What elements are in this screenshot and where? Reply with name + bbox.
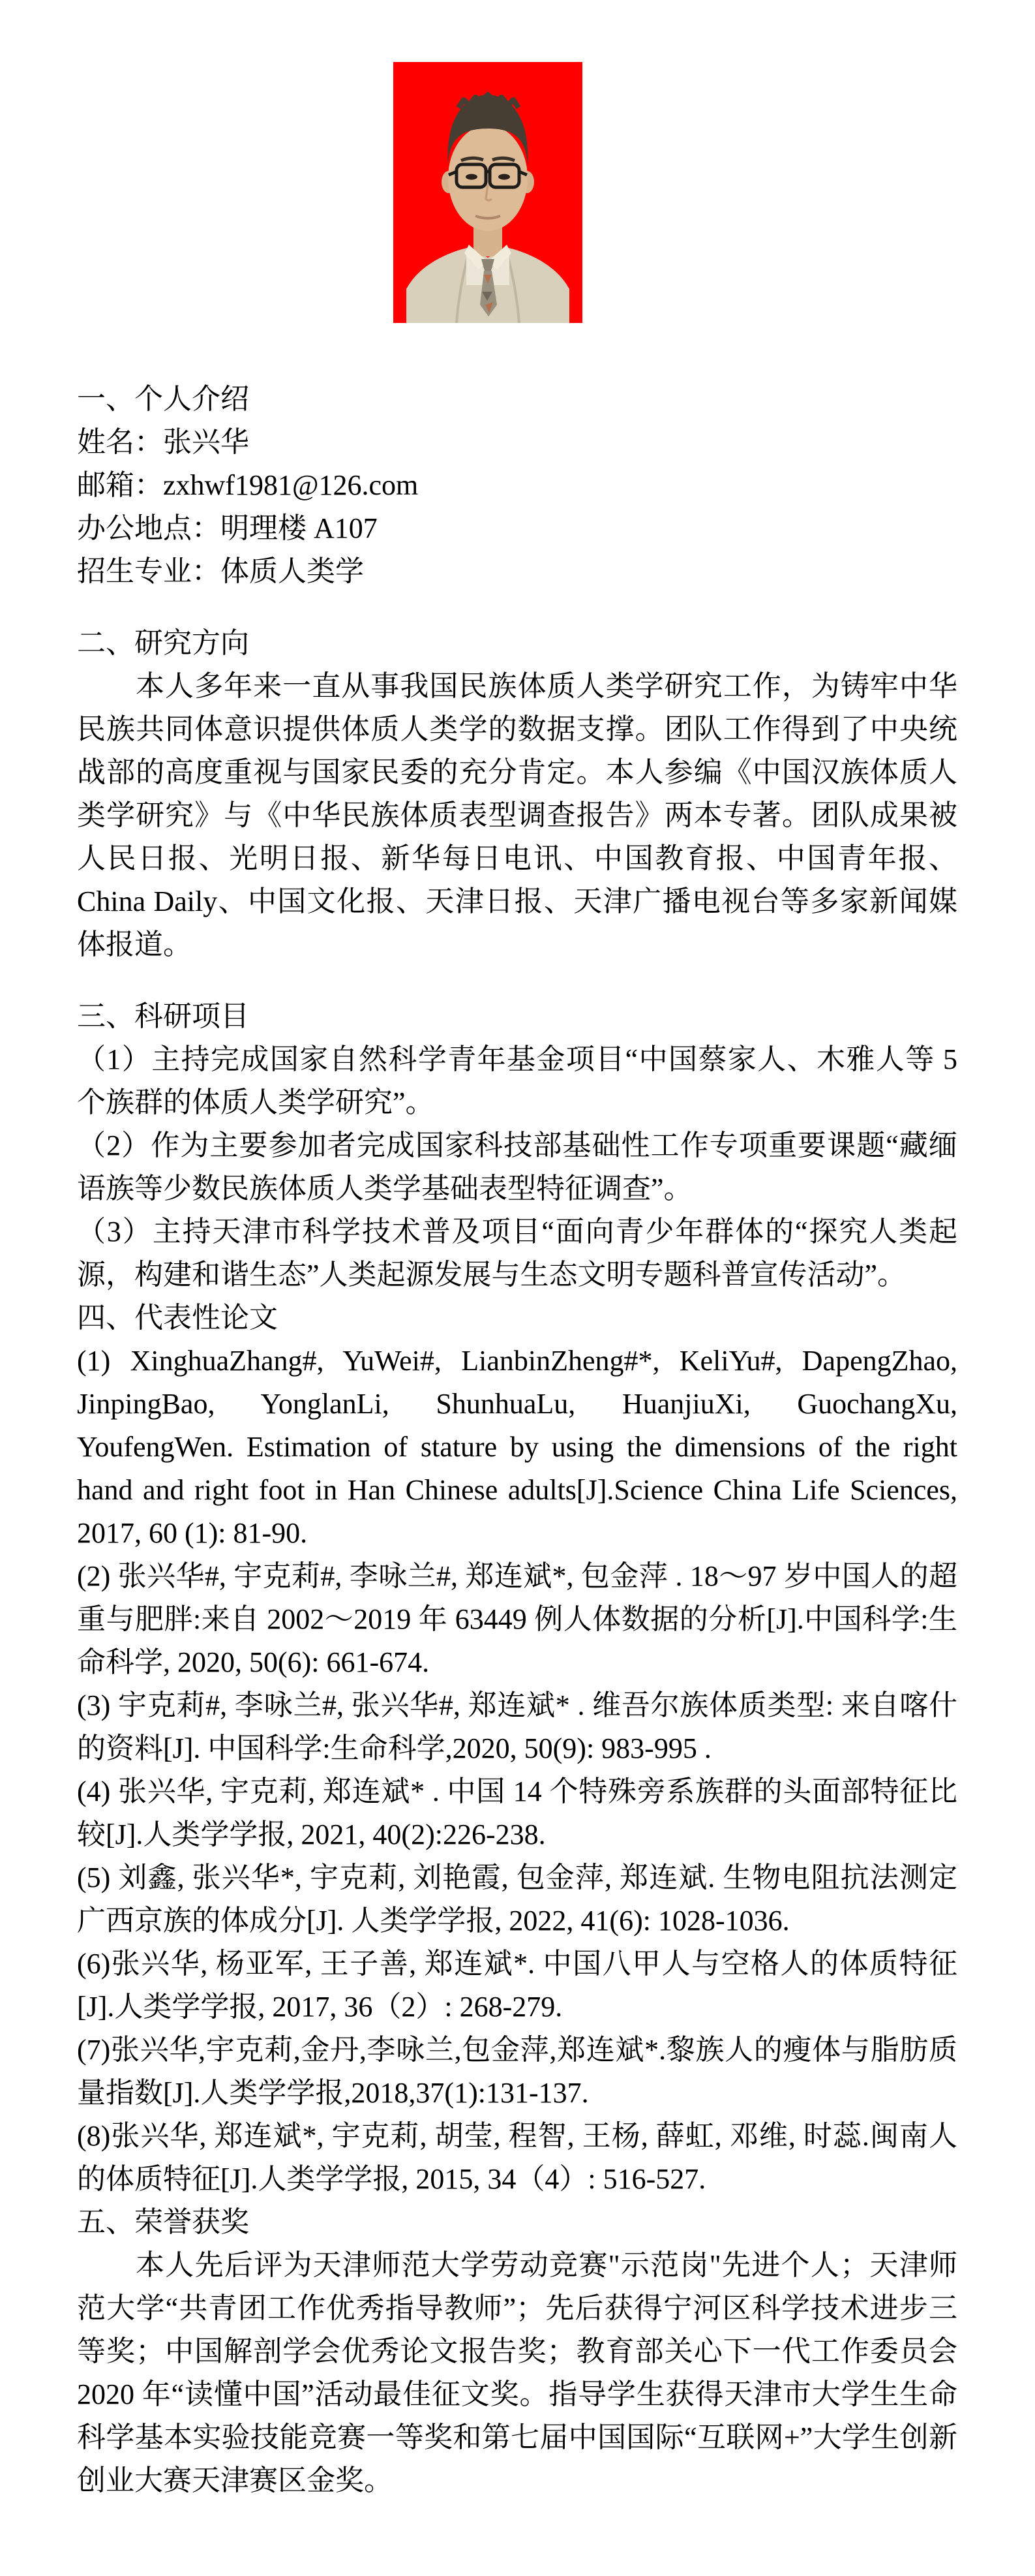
portrait-photo-illustration: [393, 62, 582, 323]
section-title-honors-awards: 五、荣誉获奖: [77, 2206, 249, 2238]
eye-right: [498, 174, 510, 180]
intro-field-email: 邮箱：zxhwf1981@126.com: [77, 469, 419, 501]
paper-item-5: (5) 刘鑫, 张兴华*, 宇克莉, 刘艳霞, 包金萍, 郑连斌. 生物电阻抗法测定广西京族的体成分[J]. 人类学学报, 2022, 41(6): 1028-1036.: [77, 1862, 957, 1937]
intro-field-office: 办公地点：明理楼 A107: [77, 512, 378, 544]
paper-item-3: (3) 宇克莉#, 李咏兰#, 张兴华#, 郑连斌* . 维吾尔族体质类型: 来自喀什的资料[J]. 中国科学:生命科学,2020, 50(9): 983-995 .: [77, 1689, 957, 1764]
paper-item-7: (7)张兴华,宇克莉,金丹,李咏兰,包金萍,郑连斌*.黎族人的瘦体与脂肪质量指数[J].人类学学报,2018,37(1):131-137.: [77, 2034, 957, 2109]
honors-paragraph: 本人先后评为天津师范大学劳动竞赛"示范岗"先进个人；天津师范大学“共青团工作优秀指导教师”；先后获得宁河区科学技术进步三等奖；中国解剖学会优秀论文报告奖；教育部关心下一代工作委员会 2020 年“读懂中国”活动最佳征文奖。指导学生获得天津市大学生生命科学基本实验技能竞赛一等奖和第七届中国国际“互联网+”大学生创新创业大赛天津赛区金奖。: [77, 2249, 957, 2496]
section-title-personal-intro: 一、个人介绍: [77, 383, 249, 415]
section-title-research-direction: 二、研究方向: [77, 627, 249, 659]
paper-item-6: (6)张兴华, 杨亚军, 王子善, 郑连斌*. 中国八甲人与空格人的体质特征[J].人类学学报, 2017, 36（2）: 268-279.: [77, 1948, 957, 2023]
paper-item-1: (1) XinghuaZhang#, YuWei#, LianbinZheng#*, KeliYu#, DapengZhao, JinpingBao, YonglanLi, ShunhuaLu, HuanjiuXi, GuochangXu, YoufengWen. Estimation of stature by using the dimensions of the right hand and right foot in Han Chinese adults[J].Science China Life Sciences, 2017, 60 (1): 81-90.: [77, 1345, 957, 1549]
research-direction-paragraph: 本人多年来一直从事我国民族体质人类学研究工作，为铸牢中华民族共同体意识提供体质人类学的数据支撑。团队工作得到了中央统战部的高度重视与国家民委的充分肯定。本人参编《中国汉族体质人类学研究》与《中华民族体质表型调查报告》两本专著。团队成果被人民日报、光明日报、新华每日电讯、中国教育报、中国青年报、China Daily、中国文化报、天津日报、天津广播电视台等多家新闻媒体报道。: [77, 670, 957, 960]
intro-field-name: 姓名：张兴华: [77, 426, 249, 458]
project-item-2: （2）作为主要参加者完成国家科技部基础性工作专项重要课题“藏缅语族等少数民族体质人类学基础表型特征调查”。: [77, 1129, 957, 1204]
paper-item-8: (8)张兴华, 郑连斌*, 宇克莉, 胡莹, 程智, 王杨, 薛虹, 邓维, 时蕊.闽南人的体质特征[J].人类学学报, 2015, 34（4）: 516-527.: [77, 2120, 957, 2195]
eye-left: [466, 174, 477, 180]
face: [448, 125, 528, 231]
project-item-3: （3）主持天津市科学技术普及项目“面向青少年群体的“探究人类起源，构建和谐生态”人类起源发展与生态文明专题科普宣传活动”。: [77, 1216, 957, 1291]
profile-photo: [393, 62, 582, 323]
section-honors-awards: [77, 2201, 957, 2502]
paper-item-2: (2) 张兴华#, 宇克莉#, 李咏兰#, 郑连斌*, 包金萍 . 18～97 岁中国人的超重与肥胖:来自 2002～2019 年 63449 例人体数据的分析[J].中国科学:生命科学, 2020, 50(6): 661-674.: [77, 1560, 957, 1678]
section-title-representative-papers: 四、代表性论文: [77, 1302, 278, 1334]
section-personal-intro: [77, 378, 957, 593]
section-title-research-projects: 三、科研项目: [77, 1000, 249, 1032]
section-research-projects: [77, 995, 957, 1296]
intro-field-major: 招生专业：体质人类学: [77, 555, 364, 587]
section-research-direction: [77, 622, 957, 966]
paper-item-4: (4) 张兴华, 宇克莉, 郑连斌* . 中国 14 个特殊旁系族群的头面部特征比较[J].人类学学报, 2021, 40(2):226-238.: [77, 1775, 957, 1850]
project-item-1: （1）主持完成国家自然科学青年基金项目“中国蔡家人、木雅人等 5 个族群的体质人类学研究”。: [77, 1043, 957, 1118]
section-representative-papers: [77, 1296, 957, 2201]
